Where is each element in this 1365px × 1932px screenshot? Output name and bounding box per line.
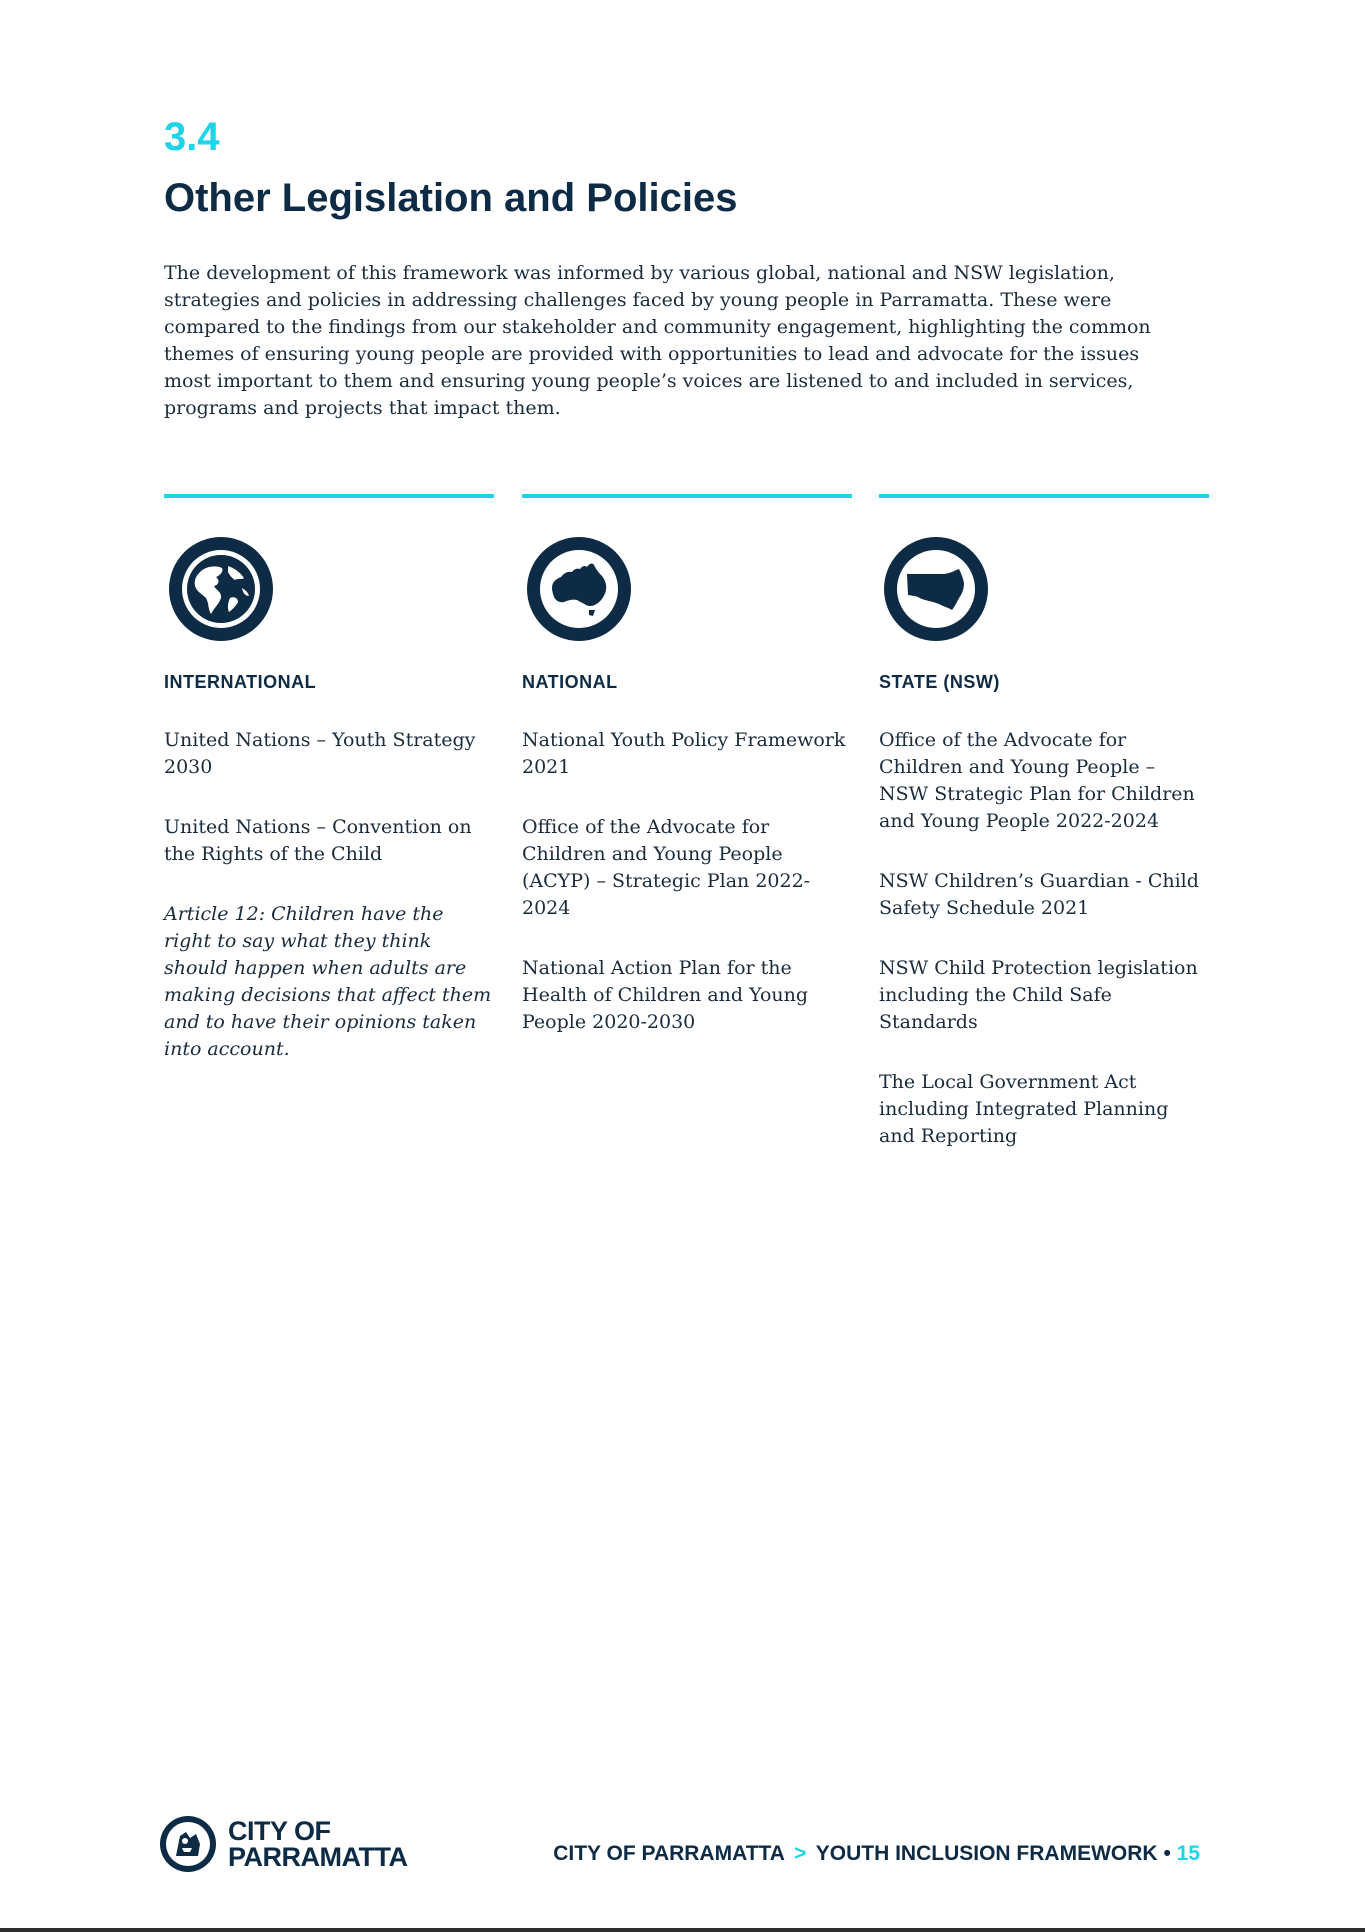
- city-logo: [158, 1812, 407, 1876]
- list-item: Office of the Advocate for Children and Young People (ACYP) – Strategic Plan 2022-2024: [522, 816, 811, 919]
- logo-line: PARRAMATTA: [228, 1842, 408, 1872]
- bottom-edge-bar: [0, 1928, 1365, 1932]
- footer-separator: >: [794, 1842, 807, 1865]
- logo-line: CITY OF: [228, 1816, 331, 1846]
- list-item: NSW Child Protection legislation including the Child Safe Standards: [879, 957, 1198, 1033]
- list-item: NSW Children’s Guardian - Child Safety Schedule 2021: [879, 870, 1199, 919]
- australia-map-icon: [522, 532, 636, 646]
- national-column: [522, 494, 852, 1036]
- column-heading: NATIONAL: [522, 672, 618, 692]
- column-divider: [164, 494, 494, 498]
- list-item: United Nations – Youth Strategy 2030: [164, 729, 476, 778]
- page-title: Other Legislation and Policies: [164, 176, 738, 220]
- section-number: 3.4: [164, 115, 220, 159]
- column-heading: STATE (NSW): [879, 672, 1000, 692]
- list-item: United Nations – Convention on the Rights of the Child: [164, 816, 472, 865]
- column-heading: INTERNATIONAL: [164, 672, 317, 692]
- footer-doc-title: YOUTH INCLUSION FRAMEWORK: [815, 1842, 1158, 1865]
- city-emblem-icon: [158, 1814, 218, 1874]
- international-column: [164, 494, 494, 1063]
- nsw-map-icon: [879, 532, 993, 646]
- list-item: National Action Plan for the Health of Children and Young People 2020-2030: [522, 957, 809, 1033]
- state-column: [879, 494, 1209, 1150]
- globe-icon: [164, 532, 278, 646]
- footer-bullet: •: [1163, 1842, 1171, 1865]
- list-item: Office of the Advocate for Children and Young People – NSW Strategic Plan for Children and Young People 2022-2024: [879, 729, 1195, 832]
- page-number: 15: [1176, 1842, 1200, 1865]
- logo-text: [228, 1818, 407, 1870]
- list-item: The Local Government Act including Integrated Planning and Reporting: [879, 1071, 1169, 1147]
- footer-org: CITY OF PARRAMATTA: [553, 1842, 785, 1865]
- list-item: National Youth Policy Framework 2021: [522, 729, 846, 778]
- running-footer: [553, 1842, 1200, 1866]
- intro-paragraph: The development of this framework was informed by various global, national and NSW legislation, strategies and policies in addressing challenges faced by young people in Parramatta. These were compared to the findings from our stakeholder and community engagement, highlighting the common themes of ensuring young people are provided with opportunities to lead and advocate for the issues most important to them and ensuring young people’s voices are listened to and included in services, programs and projects that impact them.: [164, 262, 1151, 419]
- column-divider: [879, 494, 1209, 498]
- article-quote: Article 12: Children have the right to say what they think should happen when adults are making decisions that affect them and to have their opinions taken into account.: [164, 903, 492, 1060]
- column-divider: [522, 494, 852, 498]
